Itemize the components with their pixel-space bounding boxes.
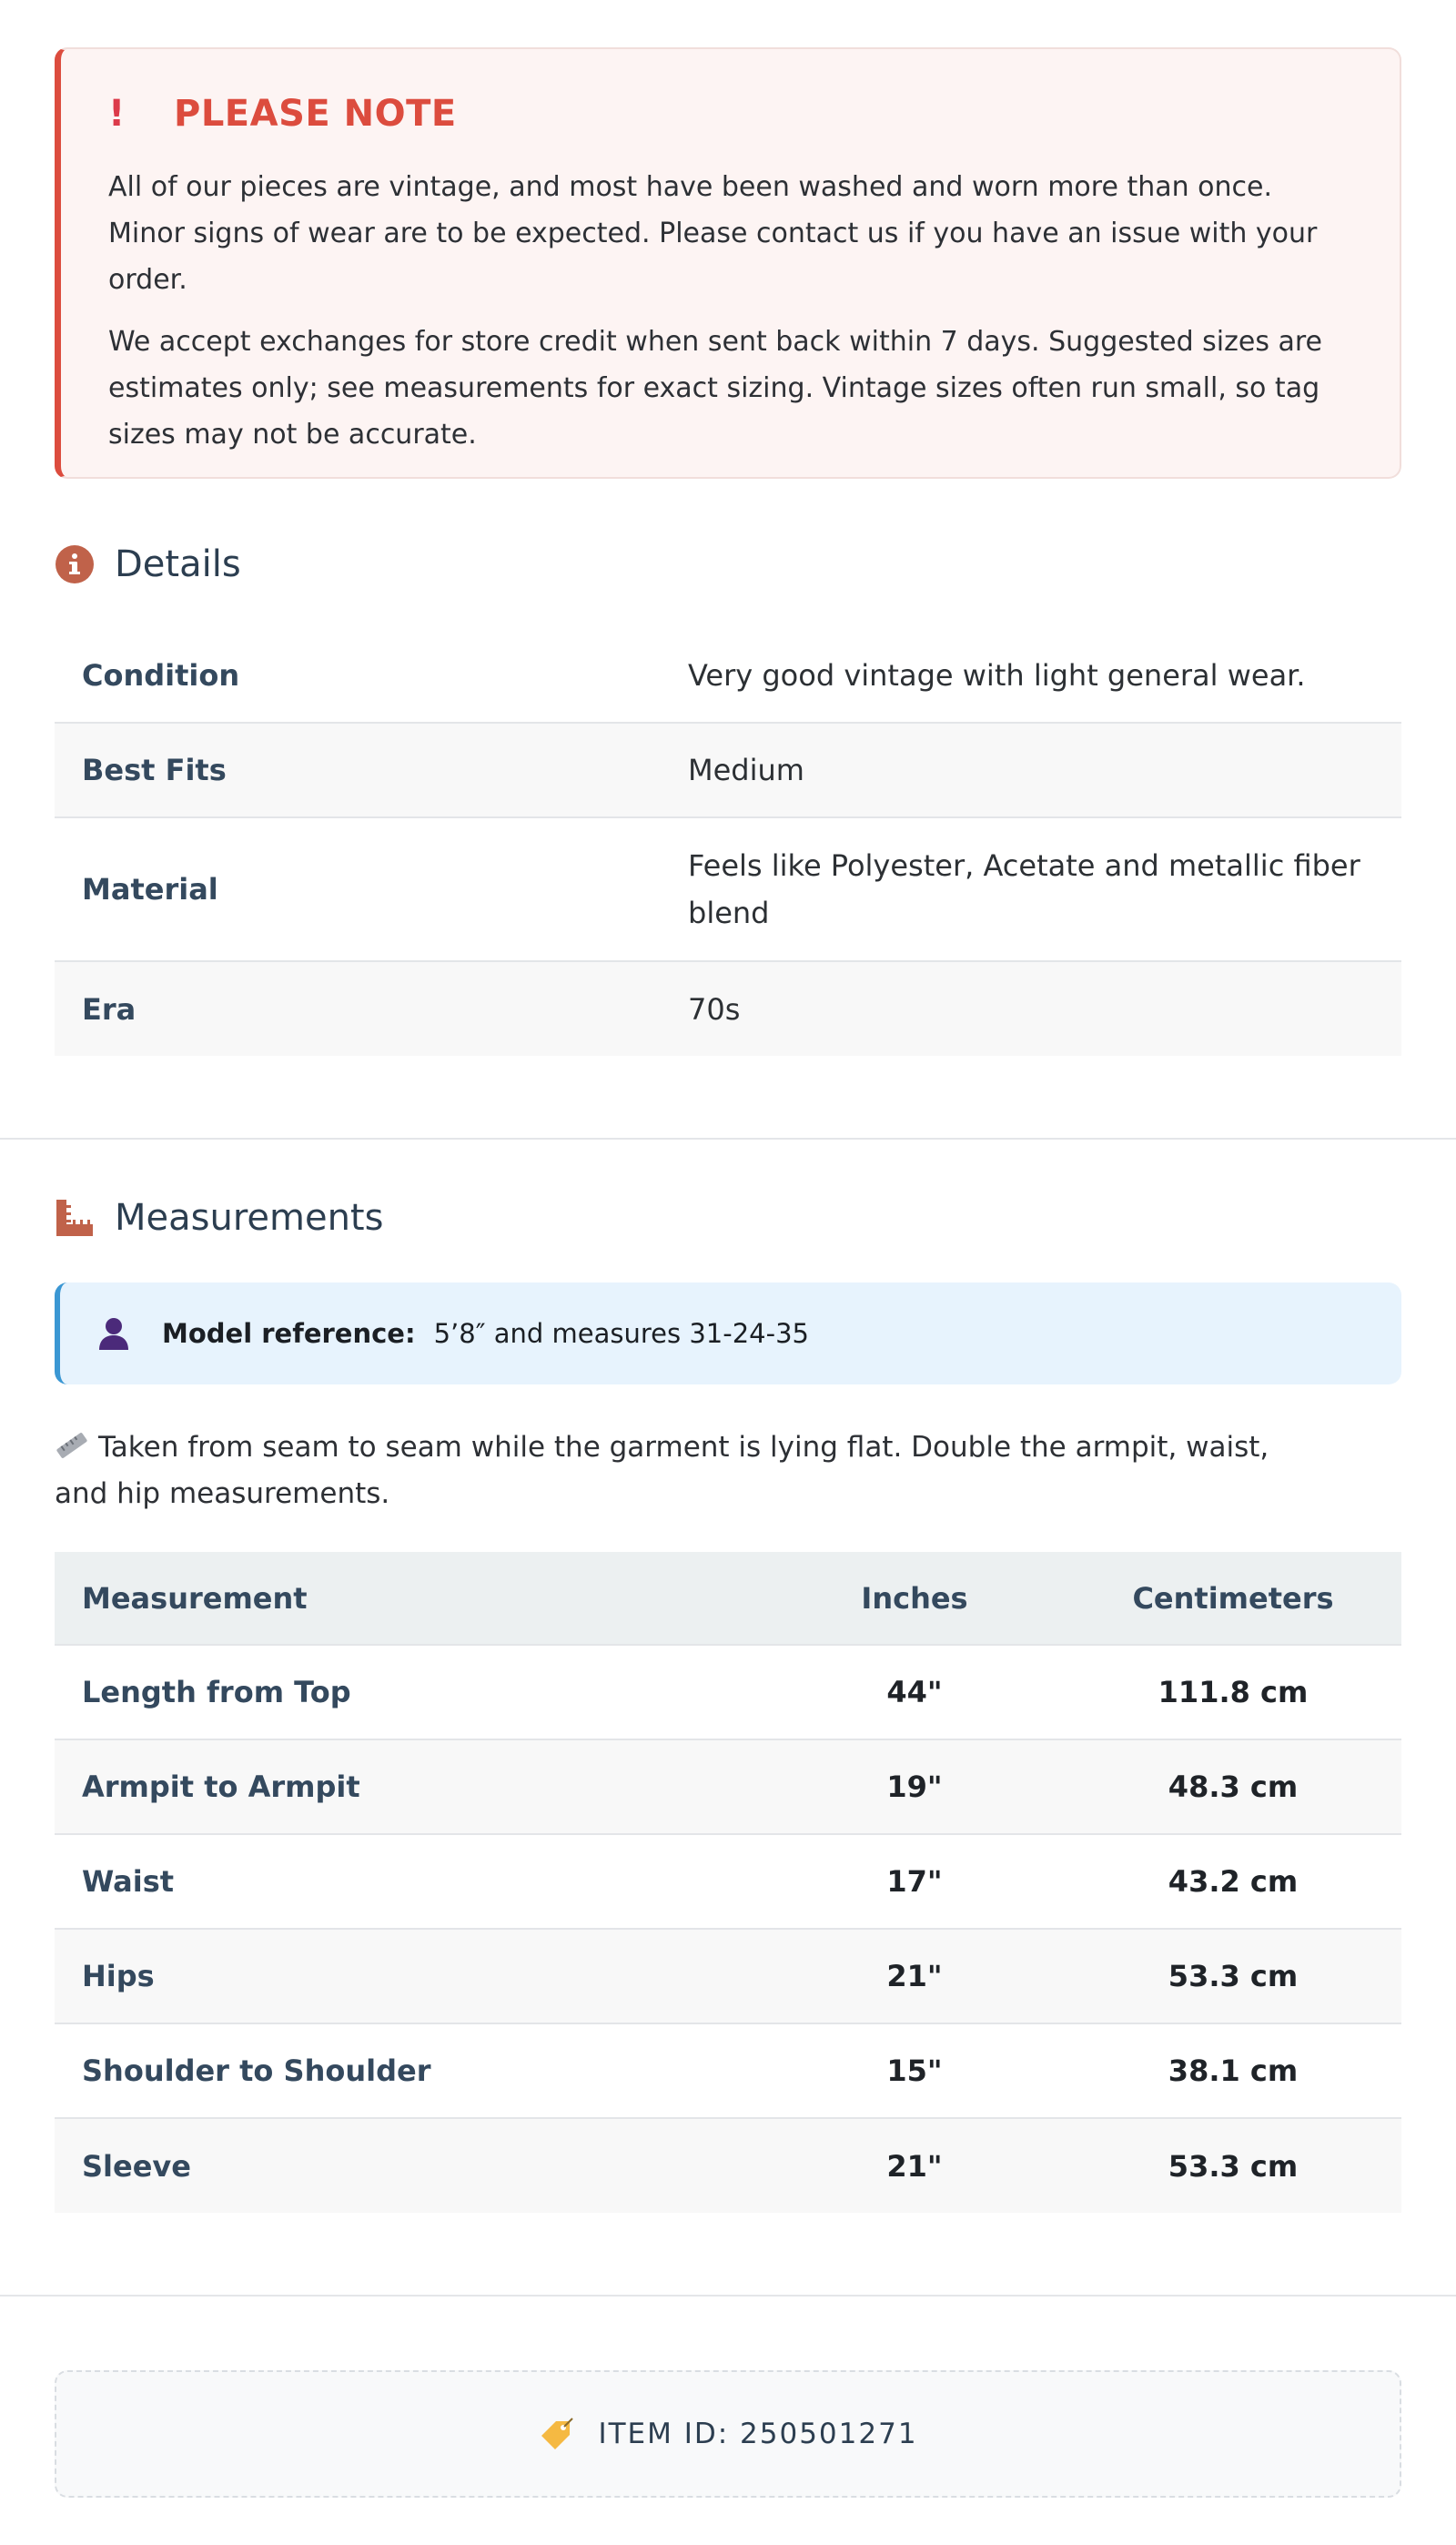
details-value: 70s xyxy=(661,961,1401,1056)
details-row-best-fits xyxy=(55,723,1401,817)
notice-title: PLEASE NOTE xyxy=(174,93,457,135)
measurements-title: Measurements xyxy=(115,1197,384,1239)
table-row xyxy=(55,1929,1401,2023)
measurements-heading xyxy=(55,1198,383,1238)
measurement-cm: 48.3 cm xyxy=(1065,1739,1401,1834)
measurement-name: Shoulder to Shoulder xyxy=(55,2023,764,2118)
measurement-cm: 53.3 cm xyxy=(1065,2118,1401,2213)
measurement-inches: 15" xyxy=(764,2023,1065,2118)
details-title: Details xyxy=(115,543,241,585)
tag-icon xyxy=(538,2416,574,2452)
details-row-condition xyxy=(55,628,1401,723)
measurement-note xyxy=(55,1425,1329,1517)
measurements-header-row xyxy=(55,1552,1401,1645)
details-value: Very good vintage with light general wear. xyxy=(661,628,1401,723)
measurement-name: Length from Top xyxy=(55,1645,764,1739)
ruler-pencil-icon xyxy=(55,1432,89,1459)
details-row-material xyxy=(55,817,1401,961)
table-row xyxy=(55,1739,1401,1834)
measurement-name: Sleeve xyxy=(55,2118,764,2213)
info-circle-icon xyxy=(55,544,95,584)
details-value: Feels like Polyester, Acetate and metallic fiber blend xyxy=(661,817,1401,961)
measurement-cm: 111.8 cm xyxy=(1065,1645,1401,1739)
table-row xyxy=(55,1834,1401,1929)
measurement-inches: 19" xyxy=(764,1739,1065,1834)
measurement-inches: 17" xyxy=(764,1834,1065,1929)
measurement-cm: 38.1 cm xyxy=(1065,2023,1401,2118)
item-id-text: ITEM ID: 250501271 xyxy=(598,2418,918,2450)
item-id-box xyxy=(55,2370,1401,2498)
measurement-inches: 21" xyxy=(764,2118,1065,2213)
column-header-measurement: Measurement xyxy=(55,1552,764,1645)
details-label: Material xyxy=(55,817,661,961)
details-heading xyxy=(55,544,241,584)
measurement-name: Hips xyxy=(55,1929,764,2023)
table-row xyxy=(55,1645,1401,1739)
details-label: Condition xyxy=(55,628,661,723)
notice-header xyxy=(108,93,1350,135)
measurement-inches: 21" xyxy=(764,1929,1065,2023)
measurement-cm: 53.3 cm xyxy=(1065,1929,1401,2023)
measurement-note-text: Taken from seam to seam while the garment is lying flat. Double the armpit, waist, and hip measurements. xyxy=(55,1431,1269,1510)
ruler-icon xyxy=(55,1198,95,1238)
column-header-inches: Inches xyxy=(764,1552,1065,1645)
details-table xyxy=(55,628,1401,1056)
table-row xyxy=(55,2118,1401,2213)
exclamation-icon: ! xyxy=(108,93,126,135)
notice-paragraph-wear: All of our pieces are vintage, and most have been washed and worn more than once. Minor signs of wear are to be expected. Please contact us if you have an issue with your order. xyxy=(108,171,1318,296)
details-label: Best Fits xyxy=(55,723,661,817)
measurement-cm: 43.2 cm xyxy=(1065,1834,1401,1929)
details-label: Era xyxy=(55,961,661,1056)
measurement-name: Waist xyxy=(55,1834,764,1929)
person-icon xyxy=(96,1316,131,1351)
measurements-table xyxy=(55,1552,1401,2213)
model-reference-value: 5’8″ and measures 31-24-35 xyxy=(433,1318,809,1349)
section-divider xyxy=(0,2295,1456,2297)
section-divider xyxy=(0,1138,1456,1140)
measurement-name: Armpit to Armpit xyxy=(55,1739,764,1834)
measurement-inches: 44" xyxy=(764,1645,1065,1739)
details-value: Medium xyxy=(661,723,1401,817)
table-row xyxy=(55,2023,1401,2118)
please-note-box xyxy=(55,47,1401,479)
column-header-centimeters: Centimeters xyxy=(1065,1552,1401,1645)
model-reference-label: Model reference: xyxy=(162,1318,416,1349)
notice-paragraph-exchanges: We accept exchanges for store credit when sent back within 7 days. Suggested sizes are estimates only; see measurements for exact sizing. Vintage sizes often run small, so tag sizes may not be accurate. xyxy=(108,326,1323,451)
model-reference-box xyxy=(55,1283,1401,1384)
details-row-era xyxy=(55,961,1401,1056)
